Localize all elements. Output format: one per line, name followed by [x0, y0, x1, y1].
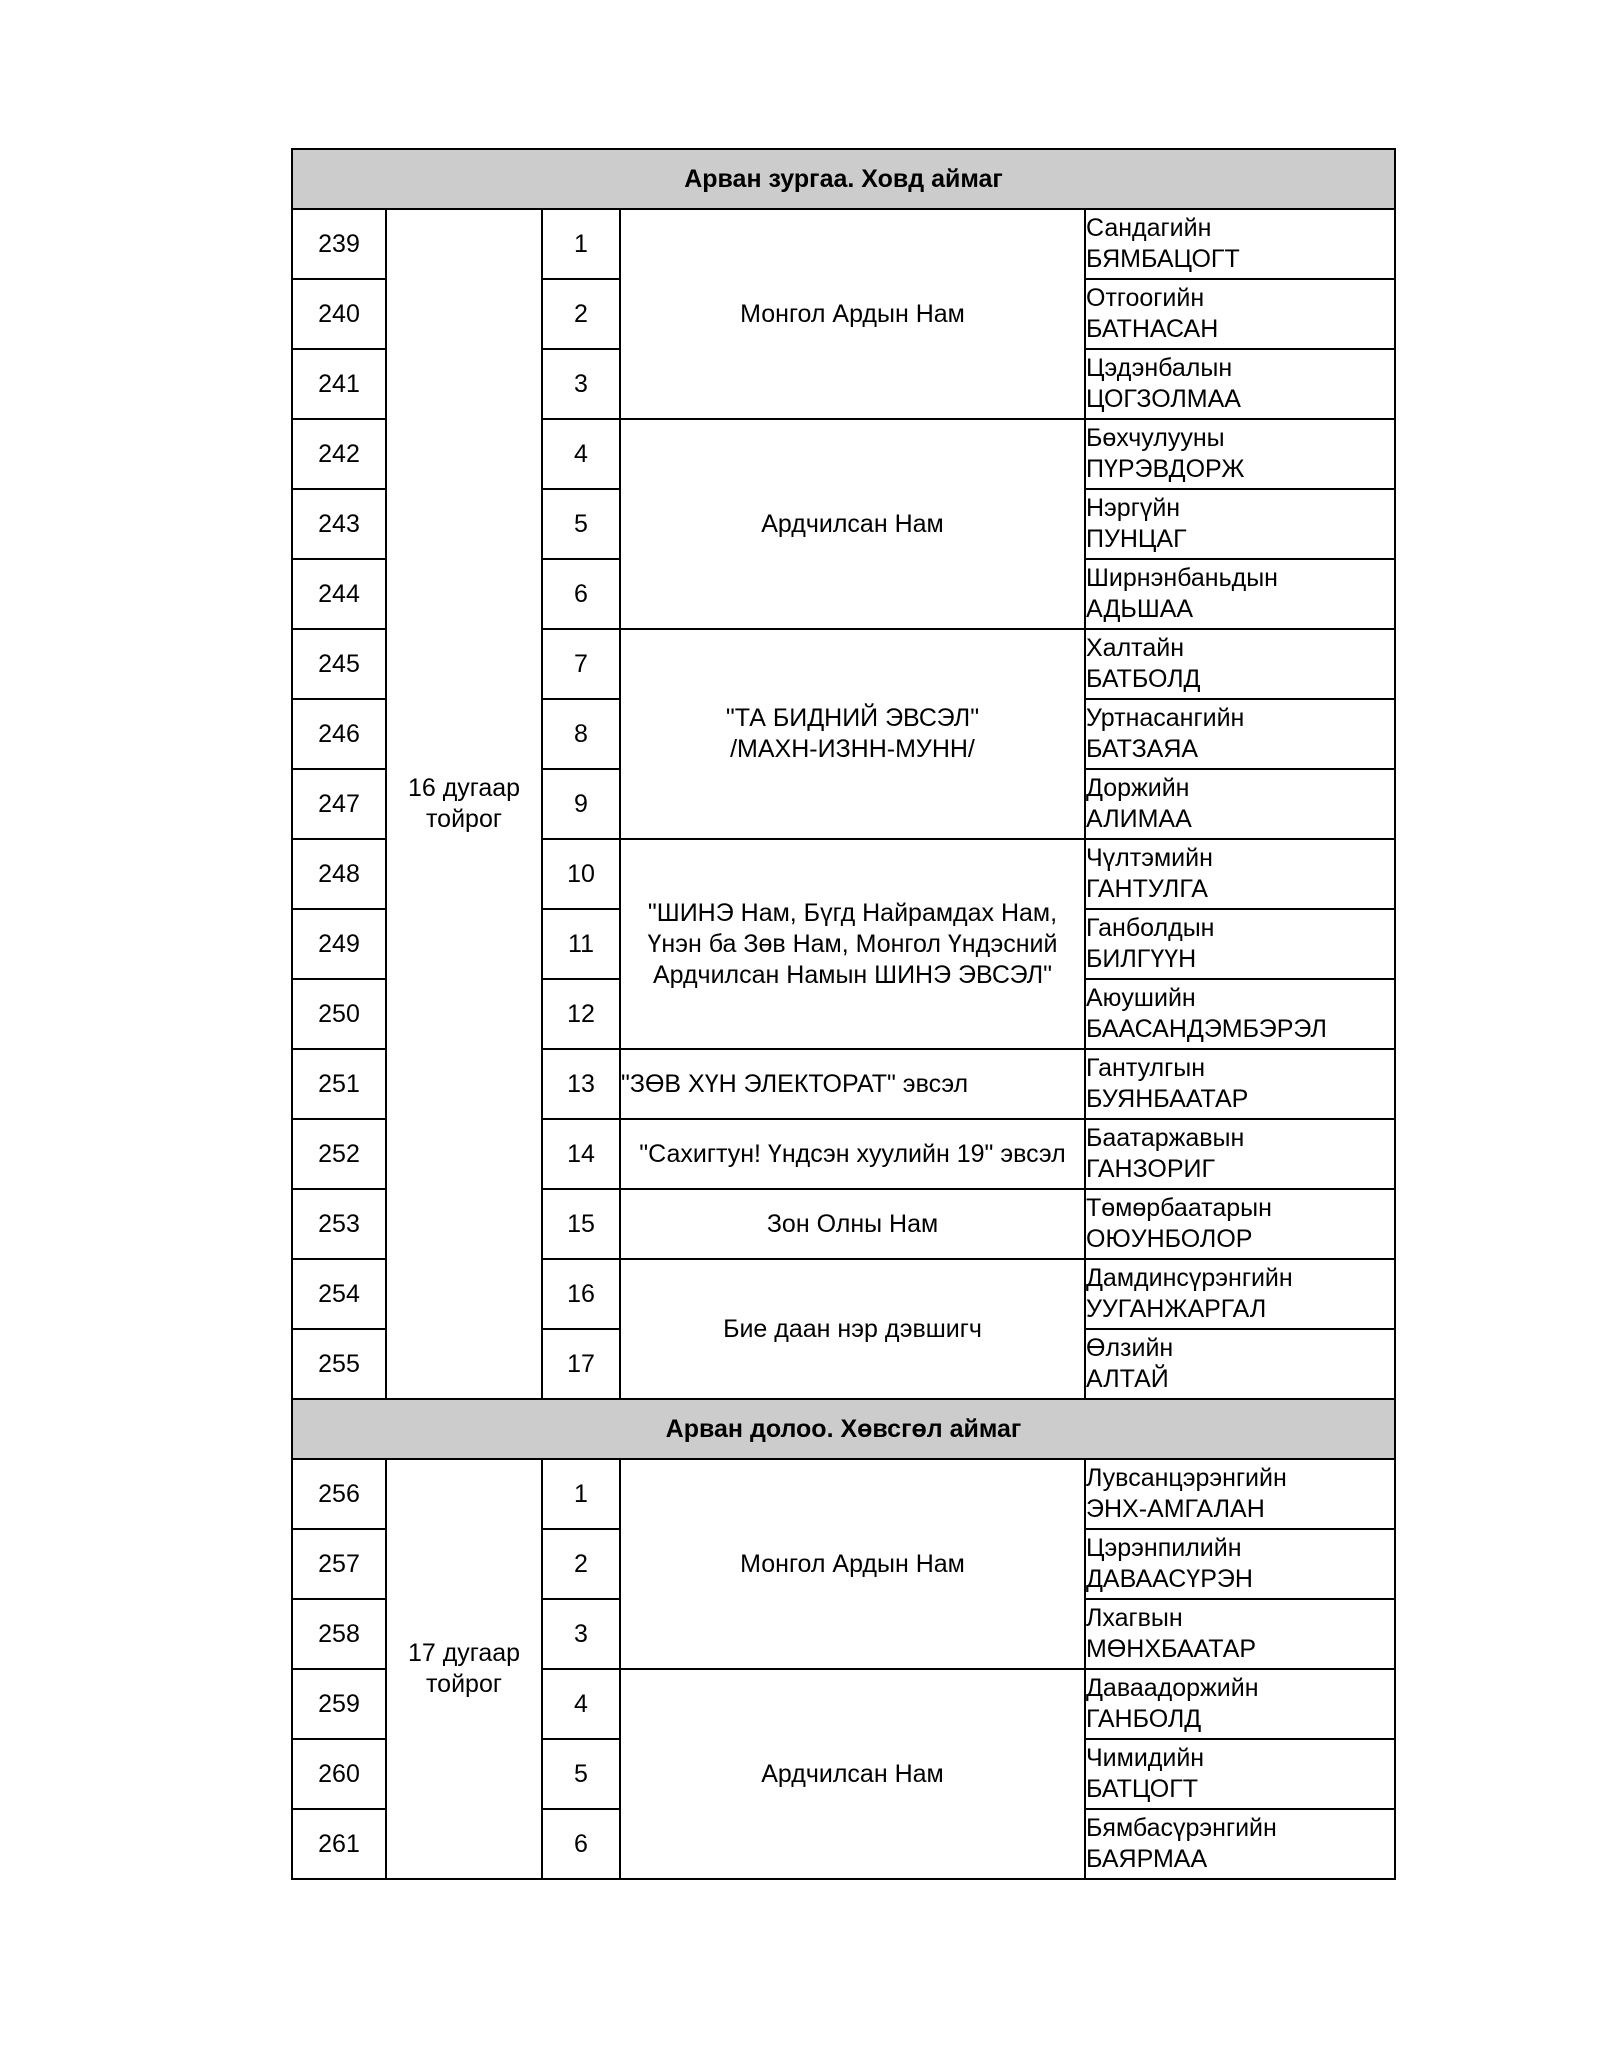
- candidate-name-cell: [1085, 699, 1395, 769]
- sequence-number: 1: [542, 209, 620, 279]
- candidate-name-cell: [1085, 629, 1395, 699]
- candidate-number: 245: [292, 629, 386, 699]
- candidate-surname: АДЬШАА: [1086, 595, 1194, 623]
- party-name: "ЗӨВ ХҮН ЭЛЕКТОРАТ" эвсэл: [621, 1069, 969, 1098]
- candidate-given-name: Дамдинсүрэнгийн: [1086, 1264, 1293, 1292]
- candidate-given-name: Ширнэнбаньдын: [1086, 564, 1278, 592]
- sequence-number: 2: [542, 1529, 620, 1599]
- candidate-given-name: Цэрэнпилийн: [1086, 1534, 1242, 1562]
- candidate-number: 257: [292, 1529, 386, 1599]
- candidate-name-cell: [1085, 1259, 1395, 1329]
- district-cell: [386, 209, 542, 1399]
- candidate-number: 246: [292, 699, 386, 769]
- candidate-given-name: Лхагвын: [1086, 1604, 1183, 1632]
- candidate-surname: БААСАНДЭМБЭРЭЛ: [1086, 1015, 1327, 1043]
- candidate-name-cell: [1085, 1329, 1395, 1399]
- candidate-surname: БУЯНБААТАР: [1086, 1085, 1249, 1113]
- candidate-surname: УУГАНЖАРГАЛ: [1086, 1295, 1267, 1323]
- candidate-given-name: Бямбасүрэнгийн: [1086, 1814, 1277, 1842]
- candidate-name-cell: [1085, 1739, 1395, 1809]
- candidate-name-cell: [1085, 279, 1395, 349]
- candidate-name-cell: [1085, 839, 1395, 909]
- table-row: [292, 209, 1395, 279]
- sequence-number: 14: [542, 1119, 620, 1189]
- district-label: 16 дугаар: [407, 774, 521, 802]
- party-name: "ШИНЭ Нам, Бүгд Найрамдах Нам,: [647, 898, 1058, 927]
- candidate-given-name: Сандагийн: [1086, 214, 1212, 242]
- candidate-name-cell: [1085, 979, 1395, 1049]
- candidate-number: 244: [292, 559, 386, 629]
- party-name: Ардчилсан Нам: [761, 1759, 944, 1788]
- candidate-surname: МӨНХБААТАР: [1086, 1635, 1257, 1663]
- candidate-given-name: Халтайн: [1086, 634, 1185, 662]
- sequence-number: 10: [542, 839, 620, 909]
- candidate-name-cell: [1085, 209, 1395, 279]
- sequence-number: 7: [542, 629, 620, 699]
- candidate-surname: БАТНАСАН: [1086, 315, 1219, 343]
- sequence-number: 5: [542, 1739, 620, 1809]
- candidate-surname: ГАНБОЛД: [1086, 1705, 1202, 1733]
- candidate-given-name: Ганболдын: [1086, 914, 1215, 942]
- district-label: 17 дугаар: [407, 1639, 521, 1667]
- candidate-number: 261: [292, 1809, 386, 1879]
- candidate-name-cell: [1085, 1459, 1395, 1529]
- candidate-given-name: Өлзийн: [1086, 1334, 1174, 1362]
- candidate-surname: БАТЗАЯА: [1086, 735, 1199, 763]
- candidate-surname: АЛИМАА: [1086, 805, 1192, 833]
- party-name: Бие даан нэр дэвшигч: [723, 1314, 982, 1343]
- candidate-number: 253: [292, 1189, 386, 1259]
- candidate-name-cell: [1085, 1189, 1395, 1259]
- candidate-number: 249: [292, 909, 386, 979]
- candidate-surname: БЯМБАЦОГТ: [1086, 245, 1240, 273]
- candidate-number: 255: [292, 1329, 386, 1399]
- party-cell: [620, 1189, 1085, 1259]
- party-cell: [620, 1459, 1085, 1669]
- party-cell: [620, 1049, 1085, 1119]
- sequence-number: 5: [542, 489, 620, 559]
- candidate-table: [291, 148, 1396, 1880]
- candidate-name-cell: [1085, 769, 1395, 839]
- section-header-row: [292, 1399, 1395, 1459]
- candidate-number: 258: [292, 1599, 386, 1669]
- candidate-surname: ПҮРЭВДОРЖ: [1086, 455, 1245, 483]
- party-name: Үнэн ба Зөв Нам, Монгол Үндэсний: [647, 929, 1058, 958]
- party-name: /МАХН-ИЗНН-МУНН/: [730, 735, 975, 763]
- district-label: тойрог: [426, 805, 502, 833]
- candidate-number: 250: [292, 979, 386, 1049]
- sequence-number: 2: [542, 279, 620, 349]
- sequence-number: 13: [542, 1049, 620, 1119]
- sequence-number: 8: [542, 699, 620, 769]
- sequence-number: 4: [542, 419, 620, 489]
- candidate-surname: ДАВААСҮРЭН: [1086, 1565, 1253, 1593]
- sequence-number: 16: [542, 1259, 620, 1329]
- party-name: Ардчилсан Намын ШИНЭ ЭВСЭЛ": [652, 960, 1053, 989]
- candidate-name-cell: [1085, 419, 1395, 489]
- party-cell: [620, 1259, 1085, 1399]
- sequence-number: 11: [542, 909, 620, 979]
- candidate-number: 251: [292, 1049, 386, 1119]
- candidate-surname: ГАНЗОРИГ: [1086, 1155, 1216, 1183]
- party-cell: [620, 629, 1085, 839]
- party-cell: [620, 209, 1085, 419]
- party-cell: [620, 419, 1085, 629]
- candidate-given-name: Төмөрбаатарын: [1086, 1194, 1272, 1222]
- candidate-given-name: Нэргүйн: [1086, 494, 1181, 522]
- candidate-surname: ОЮУНБОЛОР: [1086, 1225, 1253, 1253]
- sequence-number: 4: [542, 1669, 620, 1739]
- candidate-number: 259: [292, 1669, 386, 1739]
- party-name: Монгол Ардын Нам: [740, 1549, 965, 1578]
- sequence-number: 3: [542, 1599, 620, 1669]
- candidate-number: 243: [292, 489, 386, 559]
- candidate-number: 254: [292, 1259, 386, 1329]
- sequence-number: 12: [542, 979, 620, 1049]
- candidate-number: 252: [292, 1119, 386, 1189]
- party-name: "Сахигтун! Үндсэн хуулийн 19" эвсэл: [639, 1139, 1066, 1168]
- candidate-surname: ЭНХ-АМГАЛАН: [1086, 1495, 1265, 1523]
- candidate-surname: БАТБОЛД: [1086, 665, 1201, 693]
- candidate-given-name: Доржийн: [1086, 774, 1190, 802]
- candidate-name-cell: [1085, 1049, 1395, 1119]
- candidate-surname: ПУНЦАГ: [1086, 525, 1187, 553]
- sequence-number: 1: [542, 1459, 620, 1529]
- candidate-surname: БАЯРМАА: [1086, 1845, 1208, 1873]
- party-name: Зон Олны Нам: [766, 1209, 939, 1238]
- candidate-number: 239: [292, 209, 386, 279]
- candidate-name-cell: [1085, 1669, 1395, 1739]
- candidate-name-cell: [1085, 1529, 1395, 1599]
- candidate-number: 247: [292, 769, 386, 839]
- party-name: "ТА БИДНИЙ ЭВСЭЛ": [725, 704, 980, 732]
- candidate-surname: ГАНТУЛГА: [1086, 875, 1208, 903]
- candidate-number: 241: [292, 349, 386, 419]
- party-name: Монгол Ардын Нам: [740, 299, 965, 328]
- section-title: Арван долоо. Хөвсгөл аймаг: [292, 1399, 1395, 1459]
- candidate-name-cell: [1085, 559, 1395, 629]
- candidate-name-cell: [1085, 489, 1395, 559]
- candidate-number: 240: [292, 279, 386, 349]
- section-title: Арван зургаа. Ховд аймаг: [292, 149, 1395, 209]
- candidate-name-cell: [1085, 909, 1395, 979]
- candidate-number: 256: [292, 1459, 386, 1529]
- sequence-number: 15: [542, 1189, 620, 1259]
- candidate-given-name: Цэдэнбалын: [1086, 354, 1233, 382]
- sequence-number: 6: [542, 1809, 620, 1879]
- candidate-given-name: Гантулгын: [1086, 1054, 1206, 1082]
- candidate-surname: АЛТАЙ: [1086, 1365, 1169, 1393]
- party-cell: [620, 1119, 1085, 1189]
- sequence-number: 6: [542, 559, 620, 629]
- candidate-surname: БАТЦОГТ: [1086, 1775, 1199, 1803]
- section-header-row: [292, 149, 1395, 209]
- candidate-number: 260: [292, 1739, 386, 1809]
- candidate-given-name: Отгоогийн: [1086, 284, 1205, 312]
- party-cell: [620, 1669, 1085, 1879]
- sequence-number: 3: [542, 349, 620, 419]
- candidate-given-name: Даваадоржийн: [1086, 1674, 1259, 1702]
- candidate-surname: ЦОГЗОЛМАА: [1086, 385, 1241, 413]
- party-name: Ардчилсан Нам: [761, 509, 944, 538]
- sequence-number: 9: [542, 769, 620, 839]
- candidate-given-name: Уртнасангийн: [1086, 704, 1245, 732]
- candidate-given-name: Чүлтэмийн: [1086, 844, 1213, 872]
- candidate-given-name: Аюушийн: [1086, 984, 1196, 1012]
- candidate-name-cell: [1085, 1119, 1395, 1189]
- district-label: тойрог: [426, 1670, 502, 1698]
- candidate-surname: БИЛГҮҮН: [1086, 945, 1197, 973]
- candidate-number: 248: [292, 839, 386, 909]
- candidate-name-cell: [1085, 1599, 1395, 1669]
- candidate-given-name: Бөхчулууны: [1086, 424, 1225, 452]
- candidate-given-name: Баатаржавын: [1086, 1124, 1245, 1152]
- candidate-given-name: Лувсанцэрэнгийн: [1086, 1464, 1287, 1492]
- candidate-given-name: Чимидийн: [1086, 1744, 1205, 1772]
- candidate-name-cell: [1085, 349, 1395, 419]
- party-cell: [620, 839, 1085, 1049]
- district-cell: [386, 1459, 542, 1879]
- table-row: [292, 1459, 1395, 1529]
- candidate-number: 242: [292, 419, 386, 489]
- candidate-name-cell: [1085, 1809, 1395, 1879]
- sequence-number: 17: [542, 1329, 620, 1399]
